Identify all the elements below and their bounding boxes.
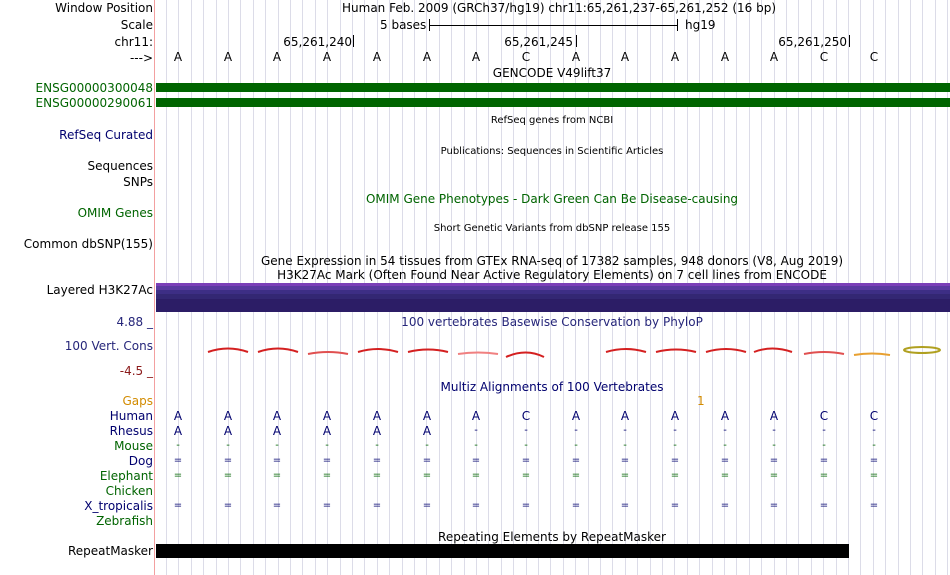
phylop-track-title: 100 vertebrates Basewise Conservation by PhyloP: [401, 315, 703, 329]
alignment-base: =: [322, 470, 332, 481]
omim-label[interactable]: OMIM Genes: [77, 206, 153, 220]
h3k27ac-layer-4: [156, 294, 950, 299]
alignment-base: =: [620, 455, 630, 466]
publications-track-title: Publications: Sequences in Scientific Articles: [440, 146, 664, 157]
phylop-bump-11: [754, 349, 792, 353]
alignment-base: -: [673, 440, 677, 451]
reference-base: A: [620, 50, 630, 64]
alignment-base: -: [623, 440, 627, 451]
alignment-base: =: [372, 455, 382, 466]
reference-base: A: [173, 50, 183, 64]
alignment-base: A: [322, 424, 332, 438]
assembly-label: hg19: [685, 18, 716, 32]
reference-base: A: [372, 50, 382, 64]
alignment-base: A: [769, 409, 779, 423]
species-label-x_tropicalis[interactable]: X_tropicalis: [84, 499, 153, 513]
phylop-bump-13: [854, 354, 890, 356]
phylop-bump-8: [606, 349, 646, 352]
alignment-base: -: [176, 440, 180, 451]
alignment-base: -: [574, 425, 578, 436]
alignment-base: =: [620, 500, 630, 511]
reference-base: A: [720, 50, 730, 64]
ruler-tick-label-2: 65,261,245: [504, 35, 573, 49]
reference-base: A: [670, 50, 680, 64]
phylop-bump-14: [904, 347, 940, 353]
alignment-base: =: [670, 455, 680, 466]
alignment-base: -: [872, 425, 876, 436]
alignment-base: -: [574, 440, 578, 451]
alignment-base: =: [571, 500, 581, 511]
alignment-base: =: [173, 500, 183, 511]
scale-text: 5 bases: [380, 18, 427, 32]
alignment-base: =: [720, 500, 730, 511]
alignment-base: -: [673, 425, 677, 436]
reference-base: A: [272, 50, 282, 64]
species-label-dog[interactable]: Dog: [128, 454, 153, 468]
alignment-base: -: [822, 440, 826, 451]
alignment-base: =: [571, 455, 581, 466]
reference-base: A: [471, 50, 481, 64]
scale-label: Scale: [120, 18, 153, 32]
phylop-bump-4: [358, 349, 398, 352]
alignment-base: =: [819, 455, 829, 466]
species-label-elephant[interactable]: Elephant: [99, 469, 153, 483]
scale-bar: [429, 25, 677, 26]
alignment-base: =: [869, 470, 879, 481]
ruler-tick-label-1: 65,261,240: [283, 35, 352, 49]
reference-base: A: [571, 50, 581, 64]
alignment-base: =: [720, 455, 730, 466]
cons-min-label: -4.5 _: [119, 364, 153, 378]
alignment-base: =: [819, 500, 829, 511]
reference-base: C: [521, 50, 531, 64]
alignment-base: =: [322, 500, 332, 511]
phylop-bump-7: [506, 353, 544, 358]
alignment-base: =: [223, 470, 233, 481]
alignment-base: =: [272, 470, 282, 481]
omim-track-title: OMIM Gene Phenotypes - Dark Green Can Be Disease-causing: [365, 192, 739, 206]
alignment-base: =: [819, 470, 829, 481]
alignment-base: =: [272, 455, 282, 466]
alignment-base: A: [173, 409, 183, 423]
gene-label-ens1[interactable]: ENSG00000300048: [35, 81, 153, 95]
ruler-tick-label-3: 65,261,250: [778, 35, 847, 49]
alignment-base: -: [474, 440, 478, 451]
repeatmasker-label[interactable]: RepeatMasker: [67, 544, 153, 558]
dbsnp-label[interactable]: Common dbSNP(155): [23, 237, 153, 251]
snps-label[interactable]: SNPs: [123, 175, 153, 189]
phylop-bump-12: [804, 352, 844, 354]
gene-bar-ens2[interactable]: [156, 98, 950, 107]
alignment-base: A: [372, 409, 382, 423]
alignment-base: =: [372, 500, 382, 511]
snp-track-title: Short Genetic Variants from dbSNP release 155: [433, 223, 671, 234]
ruler-tick-1: [353, 35, 354, 47]
alignment-base: =: [223, 455, 233, 466]
reference-base: C: [869, 50, 879, 64]
cons-max-label: 4.88 _: [116, 315, 153, 329]
phylop-bump-9: [656, 350, 696, 353]
alignment-base: A: [422, 424, 432, 438]
scale-bar-right: [677, 19, 678, 31]
sequences-label[interactable]: Sequences: [87, 159, 153, 173]
alignment-base: =: [272, 500, 282, 511]
alignment-base: =: [471, 455, 481, 466]
alignment-base: =: [223, 500, 233, 511]
chrom-label: chr11:: [114, 35, 153, 49]
h3k27ac-signal[interactable]: [156, 283, 950, 312]
alignment-base: -: [623, 425, 627, 436]
alignment-base: C: [869, 409, 879, 423]
alignment-base: A: [372, 424, 382, 438]
alignment-base: =: [521, 500, 531, 511]
phylop-bump-2: [258, 349, 298, 353]
species-label-zebrafish[interactable]: Zebrafish: [96, 514, 153, 528]
h3k27ac-label[interactable]: Layered H3K27Ac: [46, 283, 153, 297]
alignment-base: =: [571, 470, 581, 481]
alignment-base: -: [772, 425, 776, 436]
alignment-base: =: [521, 470, 531, 481]
ruler-tick-2: [576, 35, 577, 47]
species-label-human[interactable]: Human: [109, 409, 153, 423]
alignment-base: -: [375, 440, 379, 451]
alignment-base: -: [524, 440, 528, 451]
phylop-bump-5: [408, 350, 448, 353]
alignment-base: -: [723, 425, 727, 436]
alignment-base: =: [322, 455, 332, 466]
repeatmasker-track-title: Repeating Elements by RepeatMasker: [438, 530, 666, 544]
refseq-label[interactable]: RefSeq Curated: [59, 128, 153, 142]
alignment-base: =: [173, 470, 183, 481]
alignment-base: -: [723, 440, 727, 451]
alignment-base: =: [422, 455, 432, 466]
alignment-base: -: [822, 425, 826, 436]
alignment-base: =: [769, 500, 779, 511]
alignment-base: A: [422, 409, 432, 423]
alignment-base: A: [272, 424, 282, 438]
species-label-rhesus[interactable]: Rhesus: [109, 424, 153, 438]
alignment-base: -: [872, 440, 876, 451]
alignment-base: A: [670, 409, 680, 423]
h3k27ac-track-title: H3K27Ac Mark (Often Found Near Active Regulatory Elements) on 7 cell lines from ENCODE: [277, 268, 827, 282]
alignment-base: A: [571, 409, 581, 423]
reference-base: A: [422, 50, 432, 64]
alignment-base: A: [223, 424, 233, 438]
repeatmasker-bar[interactable]: [156, 544, 849, 558]
alignment-base: A: [620, 409, 630, 423]
alignment-base: =: [521, 455, 531, 466]
gtex-track-title: Gene Expression in 54 tissues from GTEx RNA-seq of 17382 samples, 948 donors (V8, Aug 2019): [260, 254, 844, 268]
window-position-label: Window Position: [55, 1, 153, 15]
alignment-base: C: [521, 409, 531, 423]
alignment-base: =: [670, 470, 680, 481]
alignment-base: -: [275, 440, 279, 451]
gene-bar-ens1[interactable]: [156, 83, 950, 92]
refseq-track-title: RefSeq genes from NCBI: [490, 115, 614, 126]
alignment-base: A: [471, 409, 481, 423]
ruler-tick-3: [849, 35, 850, 47]
alignment-base: =: [471, 500, 481, 511]
alignment-base: =: [769, 455, 779, 466]
label-divider[interactable]: [154, 0, 155, 575]
alignment-base: =: [372, 470, 382, 481]
alignment-base: =: [869, 500, 879, 511]
phylop-bump-10: [706, 349, 746, 352]
gencode-track-title: GENCODE V49lift37: [492, 66, 612, 80]
alignment-base: =: [720, 470, 730, 481]
gaps-label[interactable]: Gaps: [122, 394, 153, 408]
window-position-text: Human Feb. 2009 (GRCh37/hg19) chr11:65,261,237-65,261,252 (16 bp): [342, 1, 777, 15]
reference-base: C: [819, 50, 829, 64]
multiz-track-title: Multiz Alignments of 100 Vertebrates: [440, 380, 664, 394]
alignment-base: -: [524, 425, 528, 436]
alignment-base: A: [272, 409, 282, 423]
strand-arrow-label: --->: [129, 51, 153, 65]
cons-label[interactable]: 100 Vert. Cons: [64, 339, 153, 353]
alignment-base: -: [226, 440, 230, 451]
alignment-base: =: [670, 500, 680, 511]
alignment-base: A: [322, 409, 332, 423]
alignment-base: -: [325, 440, 329, 451]
alignment-base: =: [620, 470, 630, 481]
phylop-signal[interactable]: [156, 340, 950, 364]
alignment-base: =: [471, 470, 481, 481]
alignment-base: -: [474, 425, 478, 436]
alignment-base: C: [819, 409, 829, 423]
reference-base: A: [769, 50, 779, 64]
alignment-base: =: [422, 470, 432, 481]
alignment-base: A: [720, 409, 730, 423]
gene-label-ens2[interactable]: ENSG00000290061: [35, 96, 153, 110]
alignment-base: =: [769, 470, 779, 481]
reference-base: A: [223, 50, 233, 64]
alignment-base: A: [223, 409, 233, 423]
gap-marker: 1: [697, 394, 705, 408]
species-label-chicken[interactable]: Chicken: [105, 484, 153, 498]
alignment-base: A: [173, 424, 183, 438]
alignment-base: =: [173, 455, 183, 466]
alignment-base: -: [772, 440, 776, 451]
alignment-base: -: [425, 440, 429, 451]
species-label-mouse[interactable]: Mouse: [114, 439, 153, 453]
phylop-bump-6: [458, 353, 498, 355]
alignment-base: =: [422, 500, 432, 511]
reference-base: A: [322, 50, 332, 64]
phylop-bump-3: [308, 352, 348, 354]
alignment-base: =: [869, 455, 879, 466]
phylop-bump-1: [208, 349, 248, 353]
